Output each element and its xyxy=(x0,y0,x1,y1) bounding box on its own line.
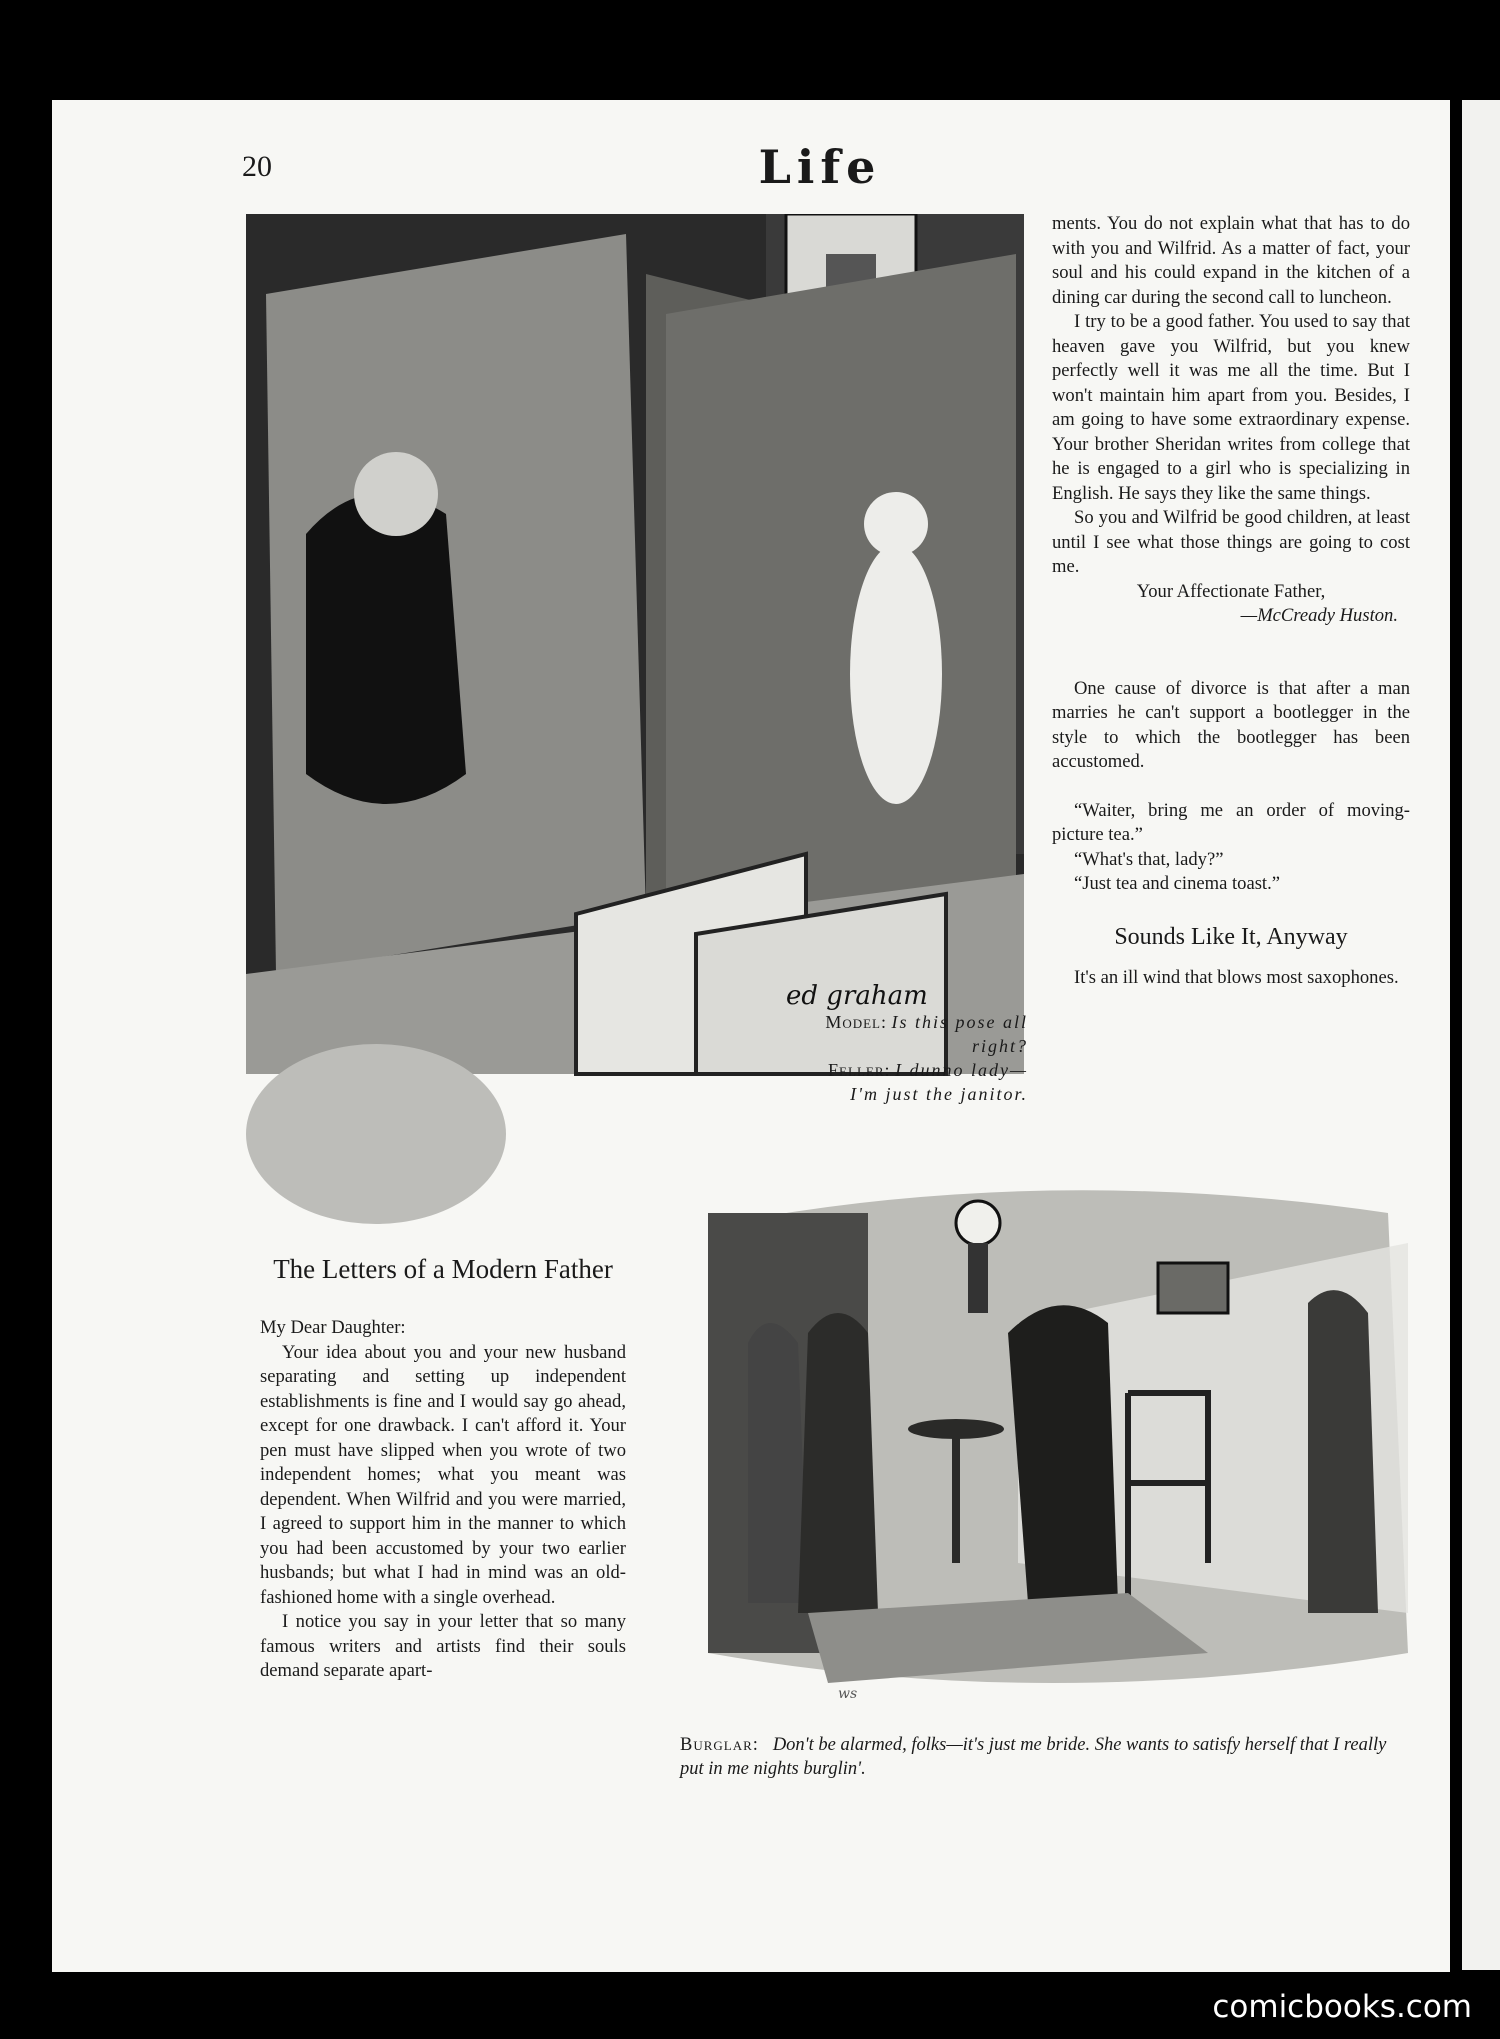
caption-model-line: Is this pose all right? xyxy=(891,1012,1028,1056)
artist-signature: ed graham xyxy=(786,981,928,1011)
next-page-edge xyxy=(1462,100,1500,1970)
article-paragraph: I try to be a good father. You used to say that heaven gave you Wilfrid, but you knew perfectly well it was me all the time. But I won't maintain him apart from you. Besides, I am going to have some extraordinary expense. Your brother Sheridan writes from college that he is engaged to a girl who is specializing in English. He says they like the same things. xyxy=(1052,311,1410,504)
letter-closing: Your Affectionate Father, xyxy=(1136,580,1326,602)
caption-burglar-line: Don't be alarmed, folks—it's just me bride. She wants to satisfy herself that I really put in me nights burglin'. xyxy=(680,1735,1387,1779)
sounds-heading: Sounds Like It, Anyway xyxy=(1114,923,1348,950)
page-number: 20 xyxy=(242,150,272,183)
article-author: —McCready Huston. xyxy=(1240,605,1398,626)
filler-dialogue-line: “What's that, lady?” xyxy=(1074,848,1224,870)
left-column xyxy=(260,1253,626,1684)
masthead-title: Life xyxy=(758,140,882,194)
letter-salutation: My Dear Daughter: xyxy=(260,1317,406,1338)
caption-speaker-feller: Feller: xyxy=(828,1060,891,1080)
filler-divorce: One cause of divorce is that after a man marries he can't support a bootlegger in the style to which the bootlegger has been accustomed. xyxy=(1052,677,1410,772)
cartoon-caption xyxy=(806,1010,1028,1106)
sounds-text: It's an ill wind that blows most saxophones. xyxy=(1074,966,1399,988)
filler-dialogue-line: “Waiter, bring me an order of moving-picture tea.” xyxy=(1052,799,1410,845)
artist-signature: ws xyxy=(838,1686,858,1702)
article-title: The Letters of a Modern Father xyxy=(273,1254,613,1284)
burglar-scene-illustration xyxy=(688,1183,1410,1713)
filler-dialogue-line: “Just tea and cinema toast.” xyxy=(1074,873,1281,894)
caption-speaker-model: Model: xyxy=(825,1012,887,1032)
article-continuation: ments. You do not explain what that has to do with you and Wilfrid. As a matter of fact, your soul and his could expand in the kitchen of a dining car during the second call to luncheon. xyxy=(1052,213,1410,308)
article-paragraph: Your idea about you and your new husband separating and setting up independent establishments is fine and I would say go ahead, except for one drawback. I can't afford it. Your pen must have slipped when you wrote of two independent homes; what you meant was dependent. When Wilfrid and you were married, I agreed to support him in the manner to which you had been accustomed by your two earlier husbands; but what I had in mind was an old-fashioned home with a single overhead. xyxy=(260,1341,626,1608)
article-paragraph: I notice you say in your letter that so many famous writers and artists find their souls demand separate apart- xyxy=(260,1611,626,1681)
right-column xyxy=(1052,212,1410,990)
burglar-caption xyxy=(680,1733,1410,1781)
site-watermark: comicbooks.com xyxy=(1212,1989,1472,2025)
caption-feller-line: I dunno lady—I'm just the janitor. xyxy=(850,1060,1028,1104)
article-paragraph: So you and Wilfrid be good children, at least until I see what those things are going to cost me. xyxy=(1052,507,1410,577)
caption-speaker-burglar: Burglar: xyxy=(680,1735,759,1755)
